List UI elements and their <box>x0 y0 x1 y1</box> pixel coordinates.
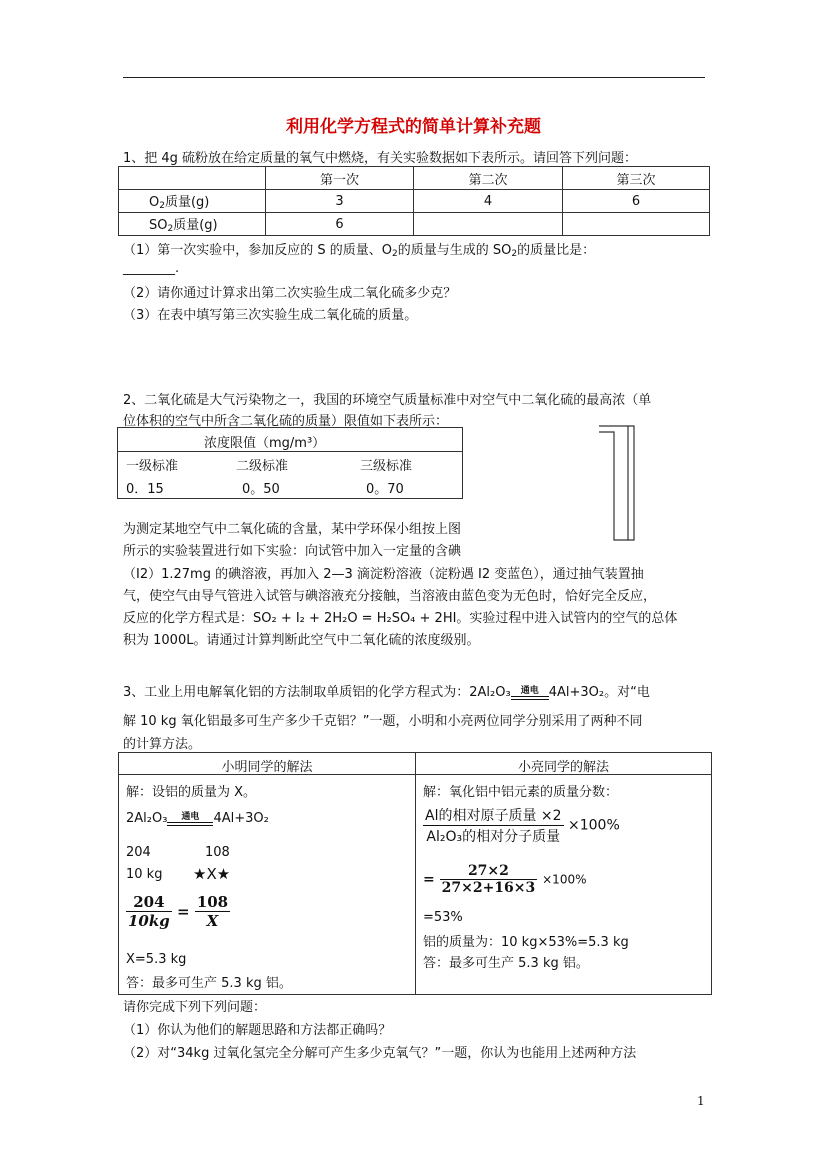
level-3-value: 0。70 <box>366 482 404 497</box>
table-cell: 3 <box>266 190 414 213</box>
right-percent: =53% <box>423 910 463 925</box>
q1-sub1-blank: ________. <box>123 261 180 276</box>
q1-table <box>118 166 710 236</box>
left-unknown: ★X★ <box>193 865 231 883</box>
right-fraction-1: $\frac{\text{Al的相对原子质量 ×2}}{\text{Al₂O₃的相对分子质量}}$ ×100% <box>423 805 620 846</box>
page-number: 1 <box>697 1094 705 1108</box>
table-cell <box>563 213 710 236</box>
divider <box>415 753 416 994</box>
header-rule <box>123 77 705 78</box>
q2-line6: 气，使空气由导气管进入试管与碘溶液充分接触，当溶液由蓝色变为无色时，恰好完全反应， <box>123 589 657 604</box>
level-1-label: 一级标准 <box>126 459 179 474</box>
left-molar-1: 204 <box>126 845 151 860</box>
q3-after-3: （2）对“34kg 过氧化氢完全分解可产生多少克氧气？”一题，你认为也能用上述两种方法 <box>123 1046 637 1061</box>
q1-sub2: （2）请你通过计算求出第二次实验生成二氧化硫多少克？ <box>123 286 457 301</box>
table-row <box>119 213 710 236</box>
q2-line4: 所示的实验装置进行如下实验：向试管中加入一定量的含碘 <box>123 544 462 559</box>
right-answer: 答：最多可生产 5.3 kg 铝。 <box>423 956 589 971</box>
right-fraction-2: = $\frac{27\times 2}{27\times 2+16\times 3}$ ×100% <box>423 863 587 896</box>
table-cell: 第三次 <box>563 167 710 190</box>
limit-heading: 浓度限值（mg/m³） <box>204 436 326 451</box>
left-mass: 10 kg <box>126 867 163 882</box>
level-2-value: 0。50 <box>242 482 280 497</box>
level-2-label: 二级标准 <box>236 459 289 474</box>
right-header: 小亮同学的解法 <box>517 760 609 775</box>
q3-line2: 解 10 kg 氧化铝最多可生产多少千克铝？”一题，小明和小亮两位同学分别采用了两种不同 <box>123 714 643 729</box>
level-3-label: 三级标准 <box>360 459 413 474</box>
divider <box>118 451 462 452</box>
left-molar-2: 108 <box>205 845 230 860</box>
level-1-value: 0．15 <box>126 482 164 497</box>
table-cell <box>119 167 266 190</box>
reaction-arrow-icon: 通电 <box>511 687 549 700</box>
table-cell: 第一次 <box>266 167 414 190</box>
q1-sub1: （1）第一次实验中，参加反应的 S 的质量、$O_2$的质量与生成的 $SO_2$的质量比是： <box>123 243 596 259</box>
right-mass: 铝的质量为：10 kg×53%=5.3 kg <box>423 935 629 950</box>
q2-limit-box <box>117 427 463 499</box>
left-result: X=5.3 kg <box>126 952 187 967</box>
test-tube-apparatus-icon <box>596 420 642 546</box>
q2-line7: 反应的化学方程式是：SO₂ + I₂ + 2H₂O = H₂SO₄ + 2HI。实验过程中进入试管内的空气的总体 <box>123 611 678 626</box>
left-header: 小明同学的解法 <box>221 760 313 775</box>
table-cell: 6 <box>563 190 710 213</box>
table-cell <box>414 213 563 236</box>
table-row <box>119 167 710 190</box>
q3-solution-table <box>118 752 712 995</box>
q3-after-1: 请你完成下列下列问题： <box>123 1000 267 1015</box>
right-line-1: 解：氧化铝中铝元素的质量分数： <box>423 785 619 800</box>
table-cell: 4 <box>414 190 563 213</box>
reaction-arrow-icon: 通电 <box>167 813 213 826</box>
table-row <box>119 190 710 213</box>
table-row-label: $O_2$质量(g) <box>119 190 266 213</box>
q2-line5: （I2）1.27mg 的碘溶液，再加入 2—3 滴淀粉溶液（淀粉遇 I2 变蓝色），通过抽气装置抽 <box>123 567 644 582</box>
table-row-label: $SO_2$质量(g) <box>119 213 266 236</box>
page-title: 利用化学方程式的简单计算补充题 <box>286 117 541 137</box>
table-cell: 第二次 <box>414 167 563 190</box>
q2-line3: 为测定某地空气中二氧化硫的含量，某中学环保小组按上图 <box>123 522 462 537</box>
q3-line3: 的计算方法。 <box>123 737 202 752</box>
q2-line2: 位体积的空气中所含二氧化硫的质量）限值如下表所示： <box>123 414 449 429</box>
q1-sub3: （3）在表中填写第三次实验生成二氧化硫的质量。 <box>123 308 418 323</box>
q2-line1: 2、二氧化硫是大气污染物之一，我国的环境空气质量标准中对空气中二氧化硫的最高浓（单 <box>123 393 652 408</box>
left-line-1: 解：设铝的质量为 X。 <box>126 785 257 800</box>
left-equation: 2Al₂O₃ 通电 4Al+3O₂ <box>126 811 269 826</box>
q3-after-2: （1）你认为他们的解题思路和方法都正确吗？ <box>123 1023 392 1038</box>
table-cell: 6 <box>266 213 414 236</box>
left-proportion: $\frac{204}{10kg}$ = $\frac{108}{X}$ <box>128 893 229 930</box>
q2-line8: 积为 1000L。请通过计算判断此空气中二氧化硫的浓度级别。 <box>123 633 480 648</box>
q1-stem: 1、把 4g 硫粉放在给定质量的氧气中燃烧，有关实验数据如下表所示。请回答下列问题： <box>123 151 638 166</box>
left-answer: 答：最多可生产 5.3 kg 铝。 <box>126 976 292 991</box>
q3-line1: 3、工业上用电解氧化铝的方法制取单质铝的化学方程式为：2Al₂O₃ 通电 4Al+3O₂。对“电 <box>123 685 650 700</box>
